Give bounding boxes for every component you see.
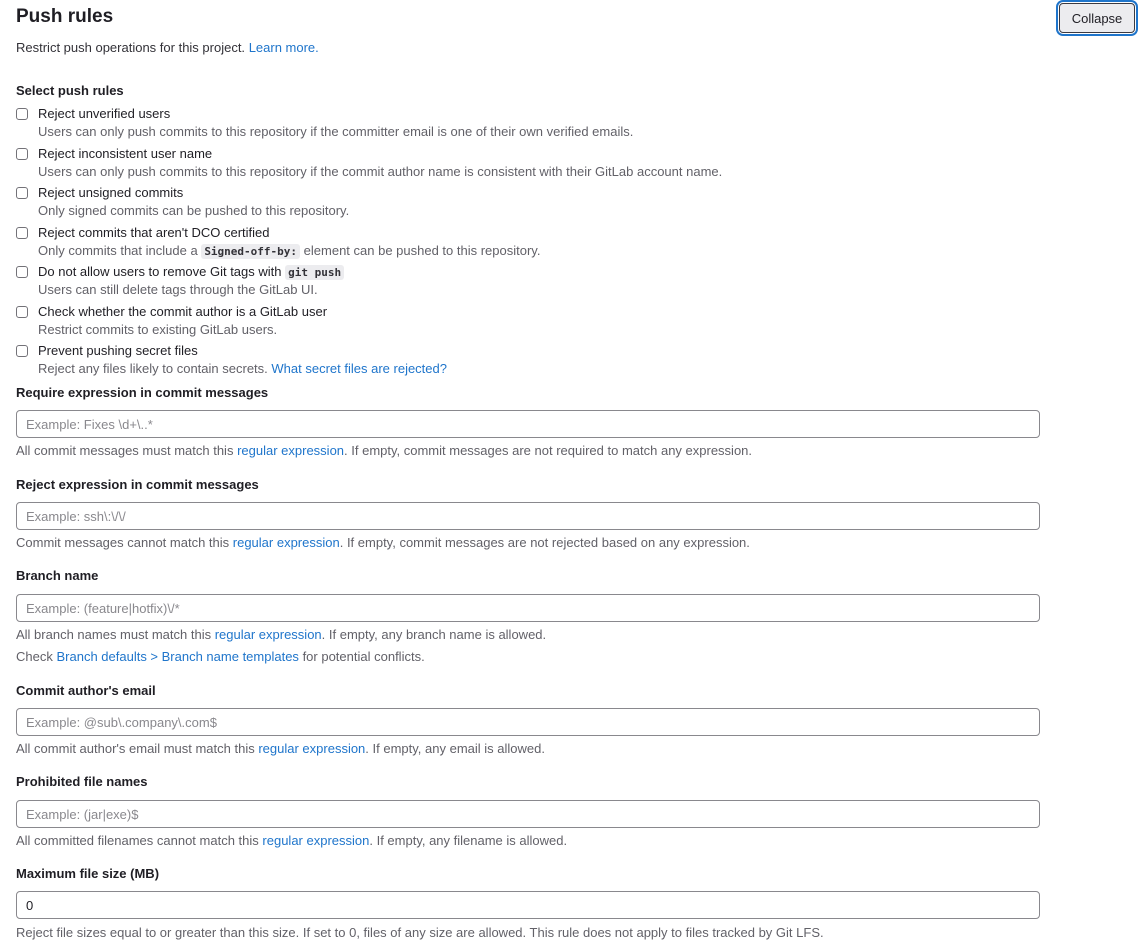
rule-help: Only commits that include a Signed-off-by: element can be pushed to this repository. (38, 243, 541, 258)
rule-label[interactable]: Check whether the commit author is a GitLab user (38, 304, 328, 319)
regex-link[interactable]: regular expression (232, 535, 340, 550)
max-file-size-help: Reject file sizes equal to or greater than this size. If set to 0, files of any size are allowed. This rule does not apply to files tracked by Git LFS. (16, 925, 824, 940)
rule-help: Reject any files likely to contain secrets. What secret files are rejected? (38, 361, 447, 376)
rule-label[interactable]: Prevent pushing secret files (38, 343, 198, 358)
member-check-checkbox[interactable] (16, 306, 28, 318)
rule-label[interactable]: Reject unverified users (38, 106, 171, 121)
rule-help: Users can only push commits to this repository if the commit author name is consistent with their GitLab account name. (38, 164, 723, 179)
reject-unverified-users-checkbox[interactable] (16, 108, 28, 120)
rule-help: Users can only push commits to this repository if the committer email is one of their own verified emails. (38, 124, 634, 139)
reject-inconsistent-user-name-checkbox[interactable] (16, 148, 28, 160)
rule-help: Restrict commits to existing GitLab users. (38, 322, 278, 337)
author-email-help: All commit author's email must match this regular expression. If empty, any email is allowed. (16, 741, 545, 756)
require-expression-help: All commit messages must match this regular expression. If empty, commit messages are not required to match any expression. (16, 443, 753, 458)
reject-non-dco-commits-checkbox[interactable] (16, 227, 28, 239)
collapse-button[interactable]: Collapse (1059, 3, 1135, 33)
reject-expression-input[interactable] (16, 502, 1040, 530)
regex-link[interactable]: regular expression (258, 741, 366, 756)
branch-name-templates-help: Check Branch defaults > Branch name templates for potential conflicts. (16, 649, 425, 664)
rule-label[interactable]: Reject unsigned commits (38, 185, 184, 200)
secret-files-link[interactable]: What secret files are rejected? (271, 361, 447, 376)
rule-label[interactable]: Do not allow users to remove Git tags with git push (38, 264, 344, 279)
branch-name-help: All branch names must match this regular expression. If empty, any branch name is allowed. (16, 627, 547, 642)
page-title: Push rules (16, 6, 114, 27)
rule-help: Users can still delete tags through the GitLab UI. (38, 282, 318, 297)
file-names-label: Prohibited file names (16, 774, 148, 789)
reject-unsigned-commits-checkbox[interactable] (16, 187, 28, 199)
section-description: Restrict push operations for this project. Learn more. (16, 40, 319, 55)
max-file-size-label: Maximum file size (MB) (16, 866, 160, 881)
inline-code: git push (285, 265, 344, 280)
inline-code: Signed-off-by: (201, 244, 300, 259)
rule-help: Only signed commits can be pushed to this repository. (38, 203, 350, 218)
require-expression-input[interactable] (16, 410, 1040, 438)
file-names-input[interactable] (16, 800, 1040, 828)
branch-name-templates-link[interactable]: Branch defaults > Branch name templates (56, 649, 299, 664)
branch-name-input[interactable] (16, 594, 1040, 622)
learn-more-link[interactable]: Learn more. (248, 40, 319, 55)
prevent-secrets-checkbox[interactable] (16, 345, 28, 357)
rules-section-label: Select push rules (16, 83, 124, 98)
branch-name-label: Branch name (16, 568, 99, 583)
file-names-help: All committed filenames cannot match this regular expression. If empty, any filename is allowed. (16, 833, 568, 848)
reject-expression-label: Reject expression in commit messages (16, 477, 259, 492)
author-email-label: Commit author's email (16, 683, 156, 698)
regex-link[interactable]: regular expression (262, 833, 370, 848)
deny-delete-tag-checkbox[interactable] (16, 266, 28, 278)
regex-link[interactable]: regular expression (214, 627, 322, 642)
reject-expression-help: Commit messages cannot match this regular expression. If empty, commit messages are not rejected based on any expression. (16, 535, 750, 550)
author-email-input[interactable] (16, 708, 1040, 736)
max-file-size-input[interactable] (16, 891, 1040, 919)
rule-label[interactable]: Reject inconsistent user name (38, 146, 213, 161)
require-expression-label: Require expression in commit messages (16, 385, 269, 400)
rule-label[interactable]: Reject commits that aren't DCO certified (38, 225, 270, 240)
regex-link[interactable]: regular expression (237, 443, 345, 458)
